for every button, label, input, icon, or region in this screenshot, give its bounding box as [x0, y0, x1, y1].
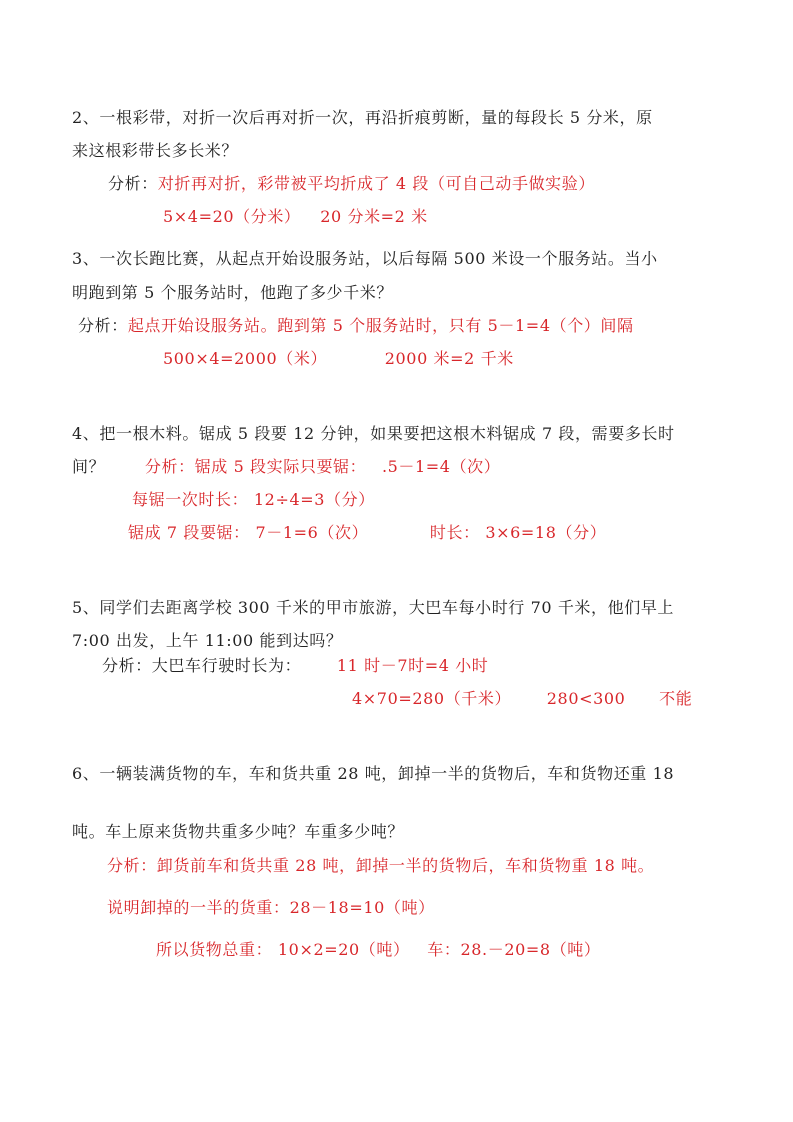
problem-4-question-line-1: 4、把一根木料。锯成 5 段要 12 分钟，如果要把这根木料锯成 7 段，需要多长时 [72, 424, 675, 443]
problem-5-question-line-1: 5、同学们去距离学校 300 千米的甲市旅游，大巴车每小时行 70 千米，他们早上 [72, 598, 675, 617]
problem-4-analysis-line-2: 每锯一次时长： 12÷4=3（分） [132, 490, 375, 509]
problem-4-question-line-2 [72, 457, 500, 477]
problem-2-analysis-line-2 [163, 207, 428, 227]
comparison: 280<300 [546, 689, 626, 708]
analysis-text: 起点开始设服务站。跑到第 5 个服务站时，只有 5－1=4（个）间隔 [127, 316, 634, 335]
problem-3-question-line-1: 3、一次长跑比赛，从起点开始设服务站，以后每隔 500 米设一个服务站。当小 [72, 249, 658, 268]
conversion: 20 分米=2 米 [320, 207, 428, 226]
problem-4-analysis-line-3 [128, 523, 606, 543]
calculation: 500×4=2000（米） [163, 349, 328, 368]
result: 车：28.－20=8（吨） [427, 940, 601, 959]
problem-6-question-line-2: 吨。车上原来货物共重多少吨？车重多少吨？ [72, 822, 405, 841]
problem-6-analysis-line-3 [156, 940, 601, 960]
problem-2-question-line-1: 2、一根彩带，对折一次后再对折一次，再沿折痕剪断，量的每段长 5 分米，原 [72, 108, 653, 127]
problem-6-analysis-line-1: 分析：卸货前车和货共重 28 吨，卸掉一半的货物后，车和货物重 18 吨。 [107, 856, 655, 875]
problem-6-question-line-1: 6、一辆装满货物的车，车和货共重 28 吨，卸掉一半的货物后，车和货物还重 18 [72, 764, 675, 783]
analysis-text: 分析：锯成 5 段实际只要锯： [144, 457, 367, 476]
analysis-label: 分析：大巴车行驶时长为： [102, 656, 302, 675]
answer: 不能 [659, 689, 693, 708]
question-end: 间？ [72, 457, 106, 476]
analysis-label: 分析： [108, 174, 158, 193]
problem-2-analysis-line-1 [108, 174, 595, 194]
result: 时长： 3×6=18（分） [429, 523, 607, 542]
conversion: 2000 米=2 千米 [384, 349, 514, 368]
problem-3-analysis-line-1 [78, 316, 634, 336]
analysis-label: 分析： [78, 316, 128, 335]
calculation: 所以货物总重： 10×2=20（吨） [156, 940, 410, 959]
calculation: .5－1=4（次） [381, 457, 501, 476]
problem-3-analysis-line-2 [163, 349, 514, 369]
problem-5-question-line-2: 7:00 出发，上午 11:00 能到达吗？ [72, 631, 343, 650]
problem-3-question-line-2: 明跑到第 5 个服务站时，他跑了多少千米？ [72, 283, 393, 302]
calculation: 4×70=280（千米） [352, 689, 512, 708]
calculation: 5×4=20（分米） [163, 207, 301, 226]
problem-2-question-line-2: 来这根彩带长多长米？ [72, 141, 239, 160]
analysis-text: 对折再对折，彩带被平均折成了 4 段（可自己动手做实验） [157, 174, 595, 193]
problem-6-analysis-line-2: 说明卸掉的一半的货重：28－18=10（吨） [107, 898, 435, 917]
problem-5-analysis-line-2 [352, 689, 692, 709]
calculation: 11 时－7时=4 小时 [336, 656, 489, 675]
problem-5-analysis-line-1 [102, 656, 488, 676]
calculation: 锯成 7 段要锯： 7－1=6（次） [128, 523, 369, 542]
